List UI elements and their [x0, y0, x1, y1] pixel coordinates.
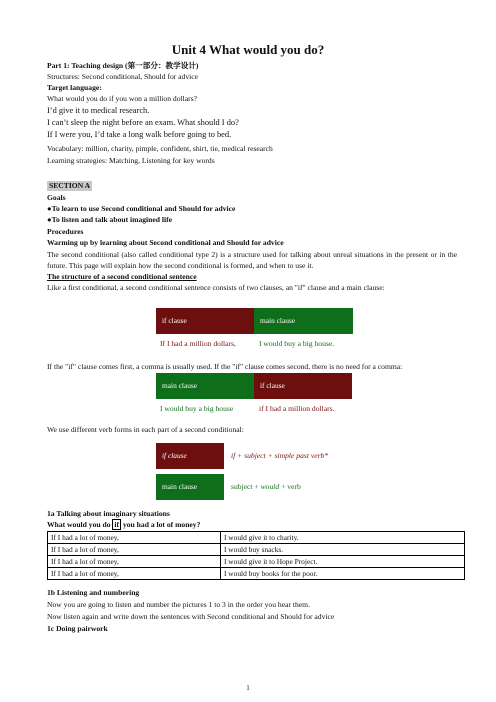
target-language-heading: Target language: — [47, 83, 102, 92]
main-clause-box: main clause — [254, 308, 353, 334]
example-main-clause: I would buy a big house. — [259, 339, 335, 348]
section-1b-line-1: Now you are going to listen and number the pictures 1 to 3 in the order you hear them. — [47, 600, 310, 609]
section-1b-heading: 1b Listening and numbering — [47, 588, 140, 597]
vocabulary-line: Vocabulary: million, charity, pimple, confident, shirt, tie, medical research — [47, 144, 273, 153]
target-line-2: I’d give it to medical research. — [47, 106, 150, 115]
section-1b-line-2: Now listen again and write down the sentences with Second conditional and Should for advice — [47, 612, 335, 621]
formula-part: subject + — [231, 482, 261, 491]
target-line-1: What would you do if you won a million dollars? — [47, 94, 197, 103]
structures-line: Structures: Second conditional, Should for advice — [47, 72, 198, 81]
section-1c-heading: 1c Doing pairwork — [47, 624, 108, 633]
page-number: 1 — [246, 684, 250, 692]
table-cell: I would give it to charity. — [221, 532, 465, 544]
table-cell: If I had a lot of money, — [48, 532, 221, 544]
table-cell: If I had a lot of money, — [48, 544, 221, 556]
page-title: Unit 4 What would you do? — [171, 42, 325, 57]
comma-paragraph: If the "if" clause comes first, a comma is usually used. If the "if" clause comes second, there is no need for a comma: — [47, 362, 403, 371]
part-heading: Part 1: Teaching design (第一部分：教学设计) — [47, 61, 199, 70]
main-clause-box: main clause — [156, 373, 254, 399]
strategies-line: Learning strategies: Matching, Listening for key words — [47, 156, 215, 165]
table-cell: If I had a lot of money, — [48, 568, 221, 580]
target-line-4: If I were you, I’d take a long walk before going to bed. — [47, 130, 232, 139]
intro-paragraph: The second conditional (also called conditional type 2) is a structure used for talking about unreal situations in the present or in the future. This page will explain how the second conditional is formed, and when to use it. — [47, 250, 457, 270]
table-cell: I would buy snacks. — [221, 544, 465, 556]
table-row — [48, 544, 465, 556]
formula-would: would — [260, 482, 280, 491]
answers-table — [47, 531, 465, 580]
table-row — [48, 532, 465, 544]
if-word-box: if — [114, 520, 120, 529]
example-if-clause: If I had a million dollars, — [160, 339, 236, 348]
if-clause-box: if clause — [156, 443, 224, 469]
table-row — [48, 568, 465, 580]
goals-heading: Goals — [47, 193, 66, 202]
formula-part: + verb — [279, 482, 301, 491]
if-clause-box: if clause — [254, 373, 352, 399]
if-clause-box: if clause — [156, 308, 254, 334]
if-clause-formula: if + subject + simple past verb* — [231, 451, 329, 460]
verb-forms-paragraph: We use different verb forms in each part of a second conditional: — [47, 425, 244, 434]
table-row — [48, 556, 465, 568]
table-cell: I would give it to Hope Project. — [221, 556, 465, 568]
question-part: you had a lot of money? — [121, 520, 201, 529]
table-cell: If I had a lot of money, — [48, 556, 221, 568]
main-clause-formula — [231, 482, 301, 492]
example-if-clause: if I had a million dollars. — [259, 404, 335, 413]
question-part: What would you do — [47, 520, 113, 529]
section-a-label: SECTION A — [49, 181, 91, 190]
section-1a-heading: 1a Talking about imaginary situations — [47, 509, 170, 518]
goal-2: ●To listen and talk about imagined life — [47, 215, 172, 224]
target-line-3: I can’t sleep the night before an exam. What should I do? — [47, 118, 239, 127]
structure-paragraph: Like a first conditional, a second conditional sentence consists of two clauses, an "if" clause and a main clause: — [47, 283, 385, 292]
procedures-heading: Procedures — [47, 227, 84, 236]
question-line — [47, 520, 200, 530]
warming-up-heading: Warming up by learning about Second conditional and Should for advice — [47, 238, 284, 247]
goal-1: ●To learn to use Second conditional and Should for advice — [47, 204, 236, 213]
example-main-clause: I would buy a big house — [160, 404, 234, 413]
structure-heading: The structure of a second conditional sentence — [47, 272, 197, 281]
table-cell: I would buy books for the poor. — [221, 568, 465, 580]
main-clause-box: main clause — [156, 474, 224, 500]
